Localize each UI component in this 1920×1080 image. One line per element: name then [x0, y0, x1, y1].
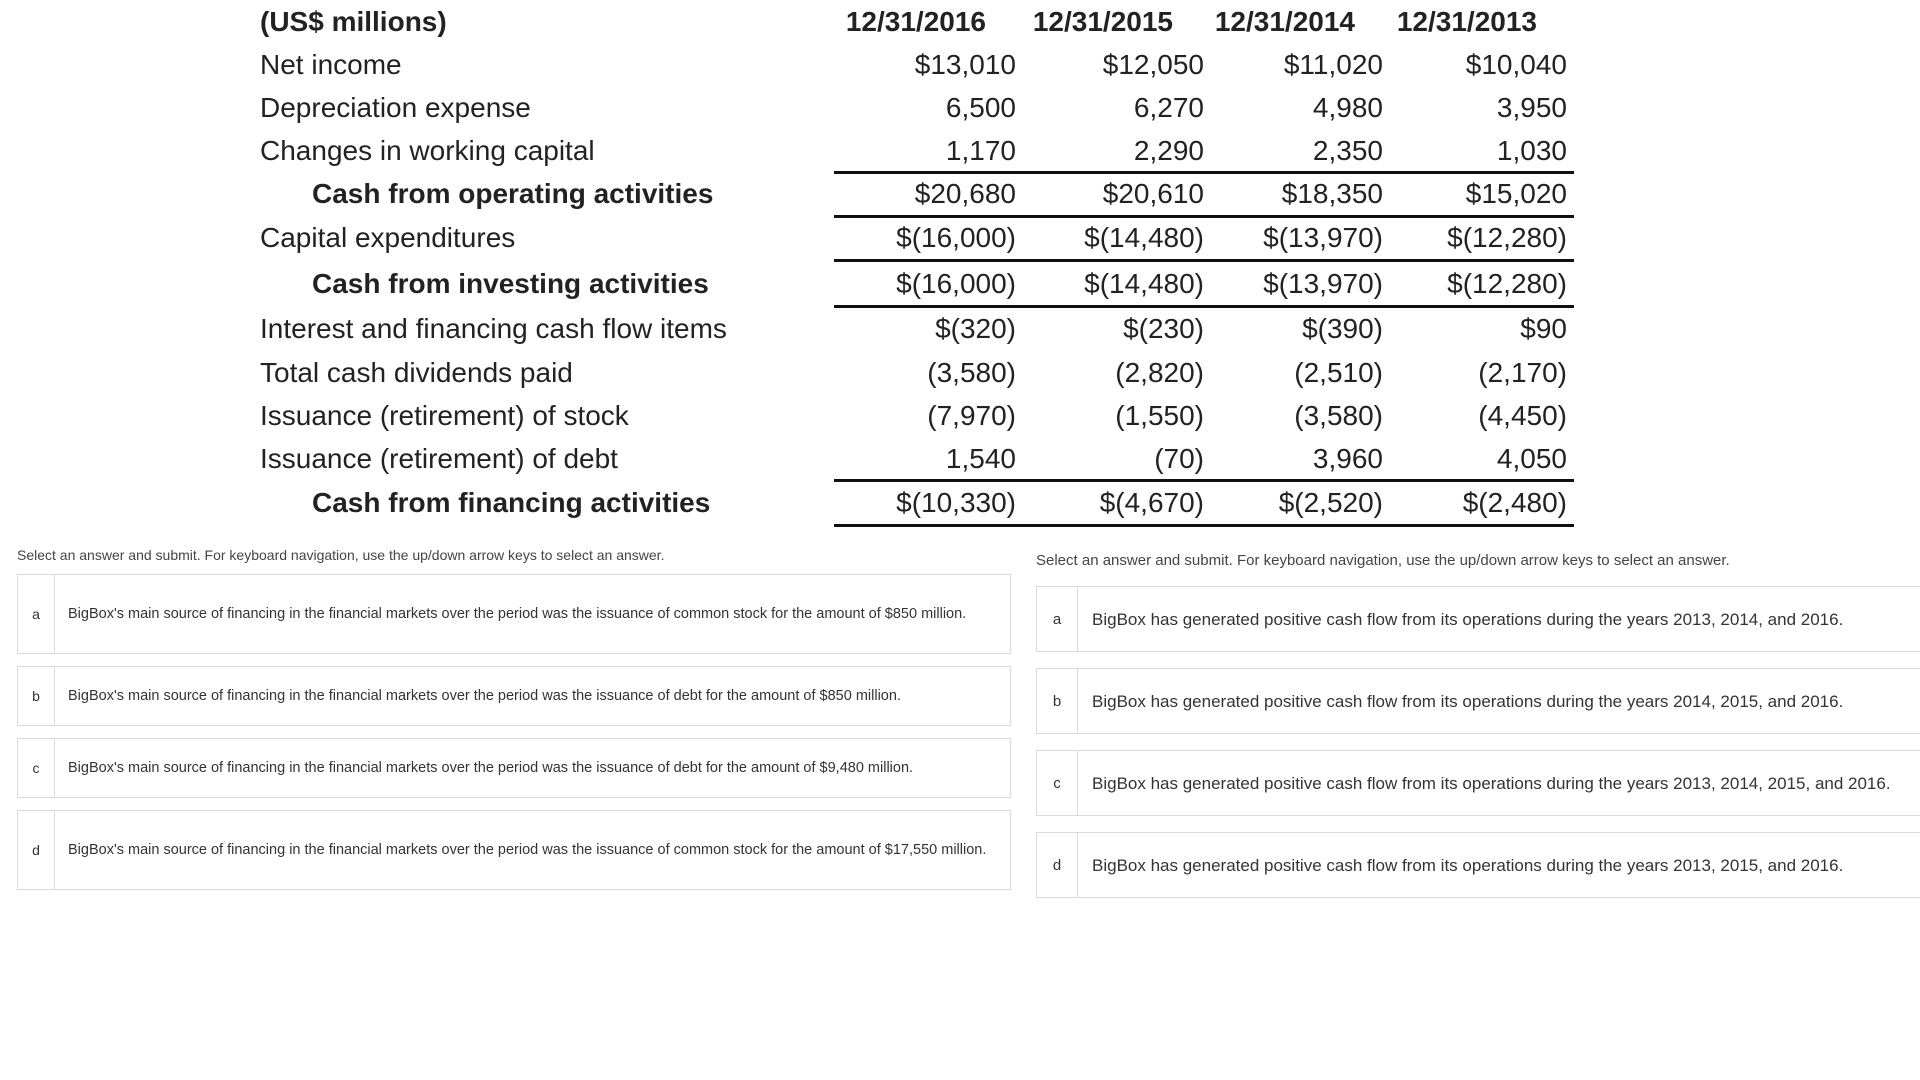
answer-option-a[interactable]: [17, 574, 1011, 654]
cell-value: (4,450): [1478, 400, 1567, 431]
answer-option-c[interactable]: [1036, 750, 1920, 816]
row-label: Cash from financing activities: [312, 487, 711, 518]
cell-value: 6,500: [945, 92, 1016, 123]
row-label: Cash from operating activities: [312, 178, 714, 209]
cell-value: $18,350: [1281, 178, 1383, 209]
answer-list: [17, 574, 1011, 890]
table-row-interest: [260, 307, 1580, 351]
table-row-investing-total: [260, 261, 1580, 307]
cell-value: $(2,480): [1462, 487, 1567, 518]
question-right: [1036, 552, 1920, 914]
cell-value: 3,960: [1312, 443, 1383, 474]
cell-value: $15,020: [1465, 178, 1567, 209]
option-text: BigBox has generated positive cash flow from its operations during the years 2013, 2015, and 2016.: [1092, 855, 1844, 875]
answer-option-b[interactable]: [17, 666, 1011, 726]
cell-value: (3,580): [927, 357, 1016, 388]
cell-value: $20,610: [1102, 178, 1204, 209]
answer-option-d[interactable]: [1036, 832, 1920, 898]
answer-list: [1036, 586, 1920, 898]
option-text: BigBox's main source of financing in the financial markets over the period was the issuance of debt for the amount of $9,480 million.: [68, 759, 914, 776]
cell-value: 2,290: [1133, 135, 1204, 166]
row-label: Interest and financing cash flow items: [260, 313, 727, 344]
cell-value: (3,580): [1294, 400, 1383, 431]
answer-option-b[interactable]: [1036, 668, 1920, 734]
cell-value: (2,170): [1478, 357, 1567, 388]
question-left: [17, 546, 1011, 902]
option-text: BigBox has generated positive cash flow from its operations during the years 2013, 2014, and 2016.: [1092, 609, 1844, 629]
cell-value: $(13,970): [1263, 268, 1383, 299]
cell-value: $(2,520): [1278, 487, 1383, 518]
cash-flow-table: [260, 0, 1580, 526]
cell-value: 1,030: [1496, 135, 1567, 166]
row-label: Total cash dividends paid: [260, 357, 573, 388]
option-letter: b: [1037, 669, 1078, 733]
cell-value: $(320): [935, 313, 1016, 344]
row-label: Cash from investing activities: [312, 268, 709, 299]
table-row-capex: [260, 215, 1580, 261]
table-rule: [834, 524, 1574, 527]
row-label: Net income: [260, 49, 402, 80]
cell-value: $(12,280): [1447, 268, 1567, 299]
instruction-text: Select an answer and submit. For keyboard navigation, use the up/down arrow keys to select an answer.: [17, 547, 665, 563]
cell-value: 4,050: [1496, 443, 1567, 474]
table-row-debt: [260, 437, 1580, 480]
cell-value: (2,510): [1294, 357, 1383, 388]
row-label: Depreciation expense: [260, 92, 531, 123]
table-row-net-income: [260, 43, 1580, 86]
cell-value: $(14,480): [1084, 268, 1204, 299]
option-text: BigBox's main source of financing in the financial markets over the period was the issuance of common stock for the amount of $17,550 million.: [68, 841, 987, 858]
option-text: BigBox has generated positive cash flow from its operations during the years 2014, 2015, and 2016.: [1092, 691, 1844, 711]
cell-value: $(13,970): [1263, 222, 1383, 253]
cell-value: $12,050: [1102, 49, 1204, 80]
cell-value: $(14,480): [1084, 222, 1204, 253]
cell-value: (70): [1154, 443, 1204, 474]
cell-value: $(16,000): [896, 222, 1016, 253]
cell-value: $(16,000): [896, 268, 1016, 299]
option-letter: a: [1037, 587, 1078, 651]
column-header: 12/31/2015: [1032, 6, 1173, 37]
table-row-financing-total: [260, 480, 1580, 526]
table-row-stock: [260, 394, 1580, 437]
cell-value: $13,010: [914, 49, 1016, 80]
option-letter: b: [18, 667, 55, 725]
table-row-depreciation: [260, 86, 1580, 129]
option-letter: a: [18, 575, 55, 653]
cell-value: $90: [1520, 313, 1567, 344]
column-header: 12/31/2013: [1396, 6, 1537, 37]
cell-value: $11,020: [1283, 49, 1383, 80]
cell-value: 1,170: [945, 135, 1016, 166]
cell-value: $(12,280): [1447, 222, 1567, 253]
table-row-dividends: [260, 351, 1580, 394]
row-label: Issuance (retirement) of debt: [260, 443, 618, 474]
option-text: BigBox's main source of financing in the financial markets over the period was the issuance of debt for the amount of $850 million.: [68, 687, 901, 704]
cell-value: $20,680: [914, 178, 1016, 209]
option-letter: d: [18, 811, 55, 889]
cell-value: (1,550): [1115, 400, 1204, 431]
column-header: 12/31/2016: [845, 6, 986, 37]
table-row-working-capital: [260, 129, 1580, 172]
cell-value: $(10,330): [896, 487, 1016, 518]
cell-value: $(4,670): [1099, 487, 1204, 518]
option-text: BigBox's main source of financing in the financial markets over the period was the issuance of common stock for the amount of $850 million.: [68, 605, 967, 622]
cell-value: $(230): [1123, 313, 1204, 344]
cell-value: 3,950: [1496, 92, 1567, 123]
unit-label: (US$ millions): [260, 6, 447, 37]
cell-value: 6,270: [1133, 92, 1204, 123]
cell-value: 2,350: [1312, 135, 1383, 166]
cell-value: $10,040: [1465, 49, 1567, 80]
option-letter: c: [18, 739, 55, 797]
row-label: Issuance (retirement) of stock: [260, 400, 629, 431]
column-header: 12/31/2014: [1214, 6, 1355, 37]
cell-value: (2,820): [1115, 357, 1204, 388]
table-row-operating-total: [260, 172, 1580, 215]
option-text: BigBox has generated positive cash flow from its operations during the years 2013, 2014, 2015, and 2016.: [1092, 773, 1891, 793]
cell-value: 4,980: [1312, 92, 1383, 123]
option-letter: d: [1037, 833, 1078, 897]
cell-value: 1,540: [945, 443, 1016, 474]
row-label: Capital expenditures: [260, 222, 516, 253]
table-header-row: [260, 0, 1580, 43]
answer-option-d[interactable]: [17, 810, 1011, 890]
option-letter: c: [1037, 751, 1078, 815]
answer-option-a[interactable]: [1036, 586, 1920, 652]
instruction-text: Select an answer and submit. For keyboard navigation, use the up/down arrow keys to select an answer.: [1036, 552, 1730, 569]
cell-value: (7,970): [927, 400, 1016, 431]
answer-option-c[interactable]: [17, 738, 1011, 798]
cell-value: $(390): [1302, 313, 1383, 344]
row-label: Changes in working capital: [260, 135, 595, 166]
